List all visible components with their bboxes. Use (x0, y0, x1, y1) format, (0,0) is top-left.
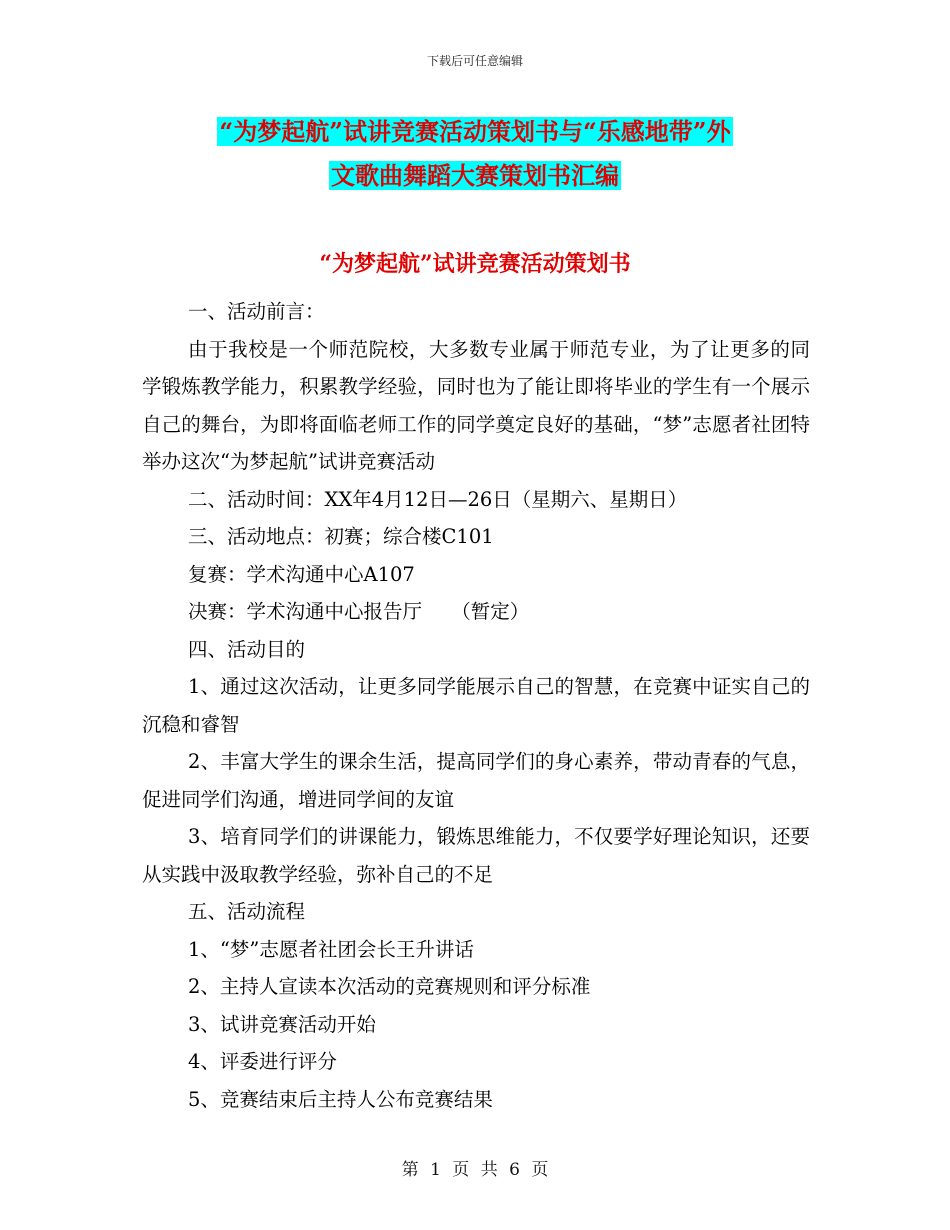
process-item-2: 2、主持人宣读本次活动的竞赛规则和评分标准 (188, 975, 591, 998)
header-note: 下载后可任意编辑 (426, 54, 523, 68)
heading-time: 二、活动时间：XX年4月12日—26日（星期六、星期日） (188, 487, 688, 511)
page-footer: 第 1 页 共 6 页 (401, 1160, 549, 1180)
heading-purpose: 四、活动目的 (188, 637, 306, 661)
purpose-item-3: 3、培育同学们的讲课能力，锻炼思维能力，不仅要学好理论知识，还要从实践中汲取教学经验，弥补自己的不足 (142, 825, 810, 886)
process-item-5: 5、竞赛结束后主持人公布竞赛结果 (188, 1087, 493, 1111)
heading-process: 五、活动流程 (188, 900, 306, 923)
purpose-item-2: 2、丰富大学生的课余生活，提高同学们的身心素养，带动青春的气息，促进同学们沟通，增进同学间的友谊 (142, 750, 810, 811)
paragraph-preface: 由于我校是一个师范院校，大多数专业属于师范专业，为了让更多的同学锻炼教学能力，积累教学经验，同时也为了能让即将毕业的学生有一个展示自己的舞台，为即将面临老师工作的同学奠定良好的基础，“梦”志愿者社团特举办这次“为梦起航”试讲竞赛活动 (142, 337, 810, 473)
process-item-3: 3、试讲竞赛活动开始 (188, 1012, 376, 1036)
section-title: “为梦起航”试讲竞赛活动策划书 (319, 251, 631, 277)
process-item-4: 4、评委进行评分 (188, 1050, 337, 1073)
title-line-2: 文歌曲舞蹈大赛策划书汇编 (331, 161, 619, 190)
heading-preface: 一、活动前言： (188, 300, 325, 323)
location-final: 决赛：学术沟通中心报告厅 （暂定） (188, 600, 530, 623)
heading-location: 三、活动地点：初赛；综合楼C101 (188, 525, 494, 548)
document-body (142, 293, 810, 1118)
document-title (95, 110, 855, 198)
purpose-item-1: 1、通过这次活动，让更多同学能展示自己的智慧，在竞赛中证实自己的沉稳和睿智 (142, 675, 810, 736)
location-semifinal: 复赛：学术沟通中心A107 (188, 562, 415, 586)
title-line-1: “为梦起航”试讲竞赛活动策划书与“乐感地带”外 (219, 117, 731, 146)
process-item-1: 1、“梦”志愿者社团会长王升讲话 (188, 937, 474, 961)
